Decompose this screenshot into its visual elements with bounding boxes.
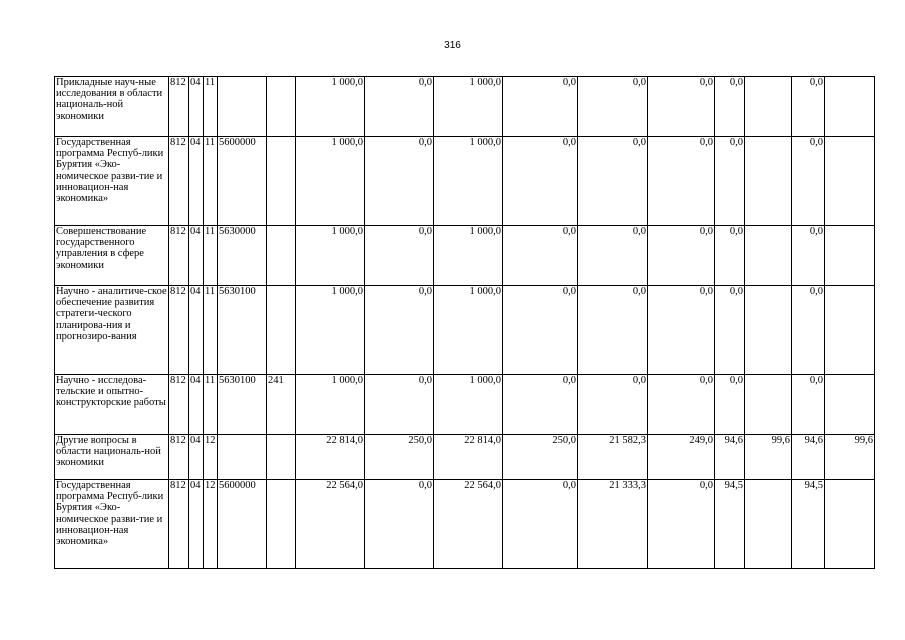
value-6: 0,0 [648,286,715,375]
row-name: Государственная программа Респуб-лики Бурятия «Эко-номическое разви-тие и инновацион-ная экономика» [55,480,169,569]
subsection-code: 11 [204,226,218,286]
ministry-code: 812 [169,137,189,226]
percent-1: 94,5 [715,480,745,569]
table-row [55,137,875,226]
value-4: 0,0 [503,375,578,435]
expense-type-code [267,77,296,137]
target-article-code: 5630100 [218,286,267,375]
value-1: 1 000,0 [296,77,365,137]
value-3: 1 000,0 [434,375,503,435]
ministry-code: 812 [169,435,189,480]
value-2: 0,0 [365,137,434,226]
ministry-code: 812 [169,286,189,375]
target-article-code: 5600000 [218,137,267,226]
percent-3: 0,0 [792,226,825,286]
value-1: 1 000,0 [296,375,365,435]
row-name: Другие вопросы в области националь-ной экономики [55,435,169,480]
value-1: 1 000,0 [296,137,365,226]
page-number: 316 [444,40,461,51]
target-article-code [218,77,267,137]
percent-1: 0,0 [715,375,745,435]
value-6: 0,0 [648,375,715,435]
value-4: 0,0 [503,226,578,286]
percent-1: 0,0 [715,286,745,375]
expense-type-code [267,137,296,226]
percent-2 [745,137,792,226]
value-2: 0,0 [365,77,434,137]
row-name: Научно - исследова-тельские и опытно-конструкторские работы [55,375,169,435]
percent-3: 0,0 [792,77,825,137]
value-5: 21 333,3 [578,480,648,569]
value-2: 0,0 [365,226,434,286]
percent-2 [745,226,792,286]
value-1: 22 814,0 [296,435,365,480]
percent-4 [825,375,875,435]
subsection-code: 12 [204,480,218,569]
value-3: 1 000,0 [434,226,503,286]
percent-2: 99,6 [745,435,792,480]
percent-3: 0,0 [792,375,825,435]
table-row [55,480,875,569]
percent-4: 99,6 [825,435,875,480]
ministry-code: 812 [169,480,189,569]
subsection-code: 11 [204,375,218,435]
expense-type-code [267,480,296,569]
target-article-code: 5630100 [218,375,267,435]
value-2: 0,0 [365,375,434,435]
percent-4 [825,226,875,286]
section-code: 04 [189,226,204,286]
subsection-code: 11 [204,77,218,137]
value-4: 0,0 [503,77,578,137]
value-3: 1 000,0 [434,286,503,375]
value-5: 0,0 [578,375,648,435]
percent-4 [825,480,875,569]
value-3: 22 564,0 [434,480,503,569]
value-5: 0,0 [578,137,648,226]
value-2: 250,0 [365,435,434,480]
expense-type-code [267,286,296,375]
percent-2 [745,77,792,137]
percent-3: 94,5 [792,480,825,569]
value-5: 0,0 [578,286,648,375]
row-name: Прикладные науч-ные исследования в области националь-ной экономики [55,77,169,137]
target-article-code: 5630000 [218,226,267,286]
percent-4 [825,77,875,137]
value-4: 0,0 [503,137,578,226]
subsection-code: 11 [204,137,218,226]
section-code: 04 [189,137,204,226]
value-3: 1 000,0 [434,77,503,137]
section-code: 04 [189,435,204,480]
percent-1: 0,0 [715,77,745,137]
value-3: 1 000,0 [434,137,503,226]
value-2: 0,0 [365,286,434,375]
value-6: 0,0 [648,137,715,226]
value-2: 0,0 [365,480,434,569]
table-row [55,226,875,286]
value-6: 249,0 [648,435,715,480]
ministry-code: 812 [169,375,189,435]
ministry-code: 812 [169,226,189,286]
value-1: 22 564,0 [296,480,365,569]
percent-1: 0,0 [715,137,745,226]
table-row [55,77,875,137]
value-4: 0,0 [503,480,578,569]
value-5: 21 582,3 [578,435,648,480]
table-row [55,286,875,375]
percent-2 [745,375,792,435]
row-name: Совершенствование государственного управления в сфере экономики [55,226,169,286]
value-3: 22 814,0 [434,435,503,480]
value-6: 0,0 [648,226,715,286]
budget-table [54,76,875,569]
percent-4 [825,286,875,375]
row-name: Научно - аналитиче-ское обеспечение развития стратеги-ческого планирова-ния и прогнозиро-вания [55,286,169,375]
percent-2 [745,480,792,569]
expense-type-code [267,435,296,480]
value-4: 0,0 [503,286,578,375]
percent-3: 94,6 [792,435,825,480]
row-name: Государственная программа Респуб-лики Бурятия «Эко-номическое разви-тие и инновацион-ная экономика» [55,137,169,226]
subsection-code: 11 [204,286,218,375]
percent-1: 94,6 [715,435,745,480]
table-row [55,375,875,435]
percent-3: 0,0 [792,137,825,226]
subsection-code: 12 [204,435,218,480]
value-5: 0,0 [578,226,648,286]
section-code: 04 [189,77,204,137]
ministry-code: 812 [169,77,189,137]
section-code: 04 [189,375,204,435]
target-article-code: 5600000 [218,480,267,569]
value-6: 0,0 [648,480,715,569]
percent-1: 0,0 [715,226,745,286]
section-code: 04 [189,286,204,375]
value-1: 1 000,0 [296,226,365,286]
percent-4 [825,137,875,226]
target-article-code [218,435,267,480]
value-1: 1 000,0 [296,286,365,375]
value-6: 0,0 [648,77,715,137]
value-4: 250,0 [503,435,578,480]
expense-type-code [267,226,296,286]
expense-type-code: 241 [267,375,296,435]
percent-3: 0,0 [792,286,825,375]
table-row [55,435,875,480]
value-5: 0,0 [578,77,648,137]
section-code: 04 [189,480,204,569]
percent-2 [745,286,792,375]
